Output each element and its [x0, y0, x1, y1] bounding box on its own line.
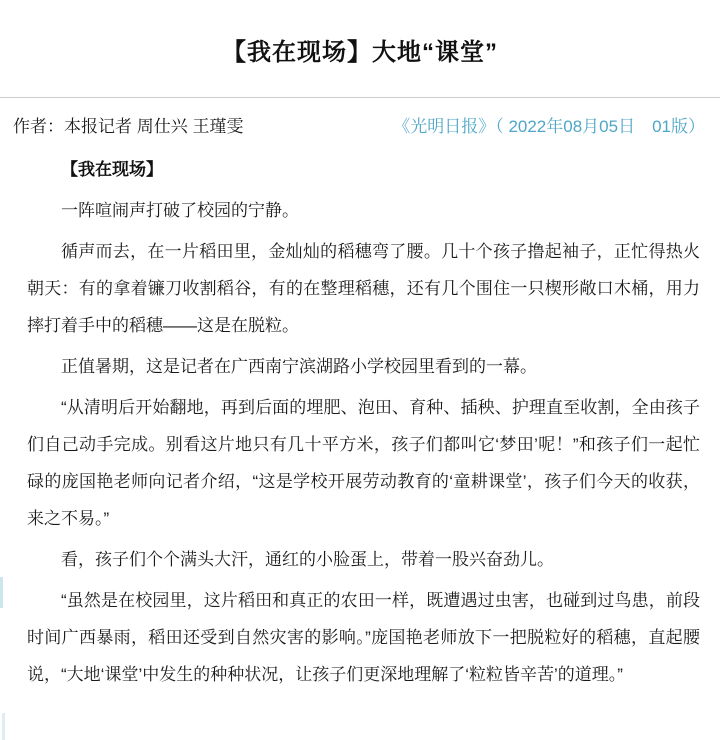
left-edge-artifact	[0, 577, 3, 608]
author-byline: 作者：本报记者 周仕兴 王瑾雯	[13, 117, 244, 136]
article-paragraph: 循声而去，在一片稻田里，金灿灿的稻穗弯了腰。几十个孩子撸起袖子，正忙得热火朝天：有的拿着镰刀收割稻谷，有的在整理稻穗，还有几个围住一只楔形敞口木桶，用力摔打着手中的稻穗——这是在脱粒。	[27, 242, 700, 335]
page-title: 【我在现场】大地“课堂”	[222, 39, 498, 66]
left-edge-artifact	[2, 713, 5, 740]
article-paragraph: “虽然是在校园里，这片稻田和真正的农田一样，既遭遇过虫害，也碰到过鸟患，前段时间广西暴雨，稻田还受到自然灾害的影响。”庞国艳老师放下一把脱粒好的稻穗，直起腰说，“大地‘课堂’中发生的种种状况，让孩子们更深地理解了‘粒粒皆辛苦’的道理。”	[27, 591, 700, 684]
article-header	[0, 0, 720, 98]
article-paragraph: 一阵喧闹声打破了校园的宁静。	[61, 201, 299, 220]
source-publication-link[interactable]: 《光明日报》（ 2022年08月05日 01版）	[393, 117, 705, 136]
section-label: 【我在现场】	[61, 160, 163, 179]
article-paragraph: “从清明后开始翻地，再到后面的埋肥、泡田、育种、插秧、护理直至收割，全由孩子们自己动手完成。别看这片地只有几十平方米，孩子们都叫它‘梦田’呢！”和孩子们一起忙碌的庞国艳老师向记者介绍，“这是学校开展劳动教育的‘童耕课堂’，孩子们今天的收获，来之不易。”	[27, 398, 700, 528]
article-paragraph: 正值暑期，这是记者在广西南宁滨湖路小学校园里看到的一幕。	[61, 357, 537, 376]
article-body	[0, 137, 720, 693]
article-paragraph: 看，孩子们个个满头大汗，通红的小脸蛋上，带着一股兴奋劲儿。	[61, 550, 554, 569]
article-meta-row	[0, 98, 720, 137]
